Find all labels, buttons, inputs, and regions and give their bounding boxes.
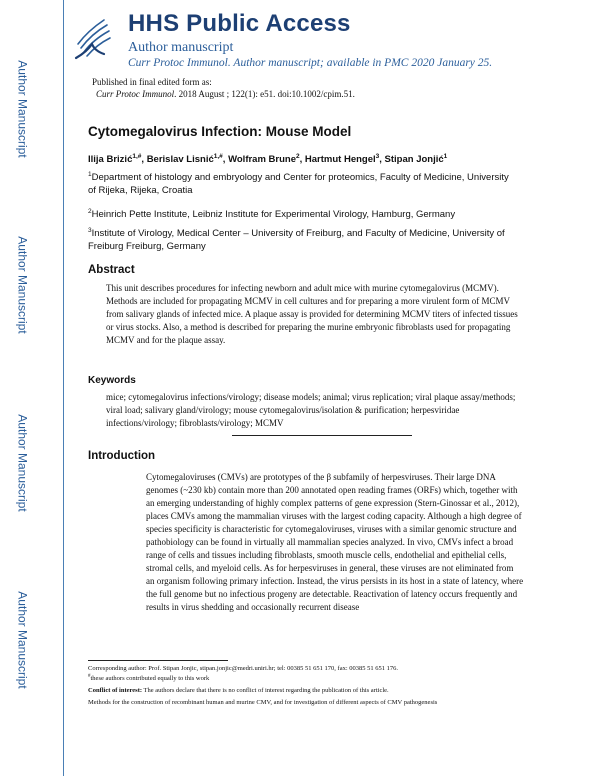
hhs-eagle-icon (74, 14, 112, 60)
corresponding-author: Corresponding author: Prof. Stipan Jonjic, stipan.jonjic@medri.uniri.hr; tel: 00385 51 651 170, fax: 00385 51 651 176. (88, 665, 399, 672)
author-name: Hartmut Hengel (304, 154, 376, 166)
affiliation-3: $^3$Institute of Virology, Medical Center – University of Freiburg, and Faculty of Medicine, University of Freiburg Freiburg, Germany (88, 227, 505, 253)
author-list: Ilija Brizić$^{1,\#}$, Berislav Lisnić$^{1,\#}$, Wolfram Brune$^2$, Hartmut Hengel$^3$, Stipan Jonjić$^1$ (88, 153, 448, 166)
author-name: Stipan Jonjić (384, 154, 444, 166)
footnote-divider (88, 660, 228, 661)
abstract-heading: Abstract (88, 264, 135, 276)
author-name: Berislav Lisnić (146, 154, 214, 166)
author-sup: 1 (443, 153, 448, 160)
equal-contribution: #these authors contributed equally to this work (88, 674, 210, 683)
citation-details: . 2018 August ; 122(1): e51. doi:10.1002/cpim.51. (174, 89, 355, 99)
author-name: Ilija Brizić (88, 154, 133, 166)
methods-footnote: Methods for the construction of recombinant human and murine CMV, and for investigation of different aspects of CMV pathogenesis (88, 699, 438, 706)
side-label-2: Author Manuscript (16, 236, 31, 334)
side-label-3: Author Manuscript (16, 414, 31, 512)
hhs-title: HHS Public Access (128, 10, 351, 37)
introduction-heading: Introduction (88, 450, 156, 462)
author-sup: 2 (296, 153, 300, 160)
citation-journal: Curr Protoc Immunol (96, 89, 175, 99)
side-label-1: Author Manuscript (16, 60, 31, 158)
author-sup: 3 (375, 153, 380, 160)
conflict-of-interest: Conflict of interest: The authors declare that there is no conflict of interest regarding the publication of this article. (88, 687, 389, 694)
author-sup: 1,# (132, 153, 142, 160)
author-sup: 1,# (213, 153, 223, 160)
margin-rule (63, 0, 64, 776)
affiliation-2: $^2$Heinrich Pette Institute, Leibniz Institute for Experimental Virology, Hamburg, Germany (88, 208, 456, 221)
side-label-4: Author Manuscript (16, 591, 31, 689)
article-title: Cytomegalovirus Infection: Mouse Model (88, 124, 352, 139)
keywords-heading: Keywords (88, 375, 136, 386)
author-manuscript-label: Author manuscript (128, 40, 234, 55)
keywords-text: mice; cytomegalovirus infections/virology; disease models; animal; virus replication; viral plaque assay/methods; viral load; salivary gland/virology; mouse cytomegalovirus/isolation & purification; herpesviridae infections/virology; fibroblasts/virology; MCMV (106, 392, 516, 428)
citation (96, 89, 355, 99)
author-name: Wolfram Brune (228, 154, 296, 166)
abstract-text: This unit describes procedures for infecting newborn and adult mice with murine cytomegalovirus (MCMV). Methods are included for propagating MCMV in cell cultures and for preparing a more virulent form of MCMV from salivary glands of infected mice. A plaque assay is provided for determining MCMV titers of infected tissues or virus stocks. Also, a method is described for preparing the murine embryonic fibroblasts used for propagating MCMV and for the plaque assay. (106, 283, 518, 345)
journal-availability: Curr Protoc Immunol. Author manuscript; available in PMC 2020 January 25. (128, 57, 493, 69)
keywords-divider (232, 435, 412, 436)
affiliation-1: $^1$Department of histology and embryology and Center for proteomics, Faculty of Medicine, University of Rijeka, Rijeka, Croatia (88, 171, 509, 197)
introduction-text: Cytomegaloviruses (CMVs) are prototypes of the β subfamily of herpesviruses. Their large DNA genomes (~230 kb) contain more than 200 annotated open reading frames (ORFs) which, together with an emerging understanding of highly complex patterns of gene expression (Stern-Ginossar et al., 2012), places CMVs among the mammalian viruses with the largest coding capacity. Although a high degree of species specificity is characteristic for cytomegaloviruses, viruses with a similar genomic structure and pathobiology can be found in virtually all mammalian species analyzed. In vivo, CMVs infect a broad range of cells and tissues including fibroblasts, smooth muscle cells, endothelial and epithelial cells, stromal cells, and myeloid cells. As for herpesviruses in general, these viruses are not eliminated from an organism following primary infection. Instead, the virus persists in its host in a state of latency, where the full genome but no infectious progeny are detectable. Reactivation of latency occurs frequently and results in virus shedding and occasionally recurrent disease (146, 472, 524, 612)
published-label: Published in final edited form as: (92, 77, 212, 87)
